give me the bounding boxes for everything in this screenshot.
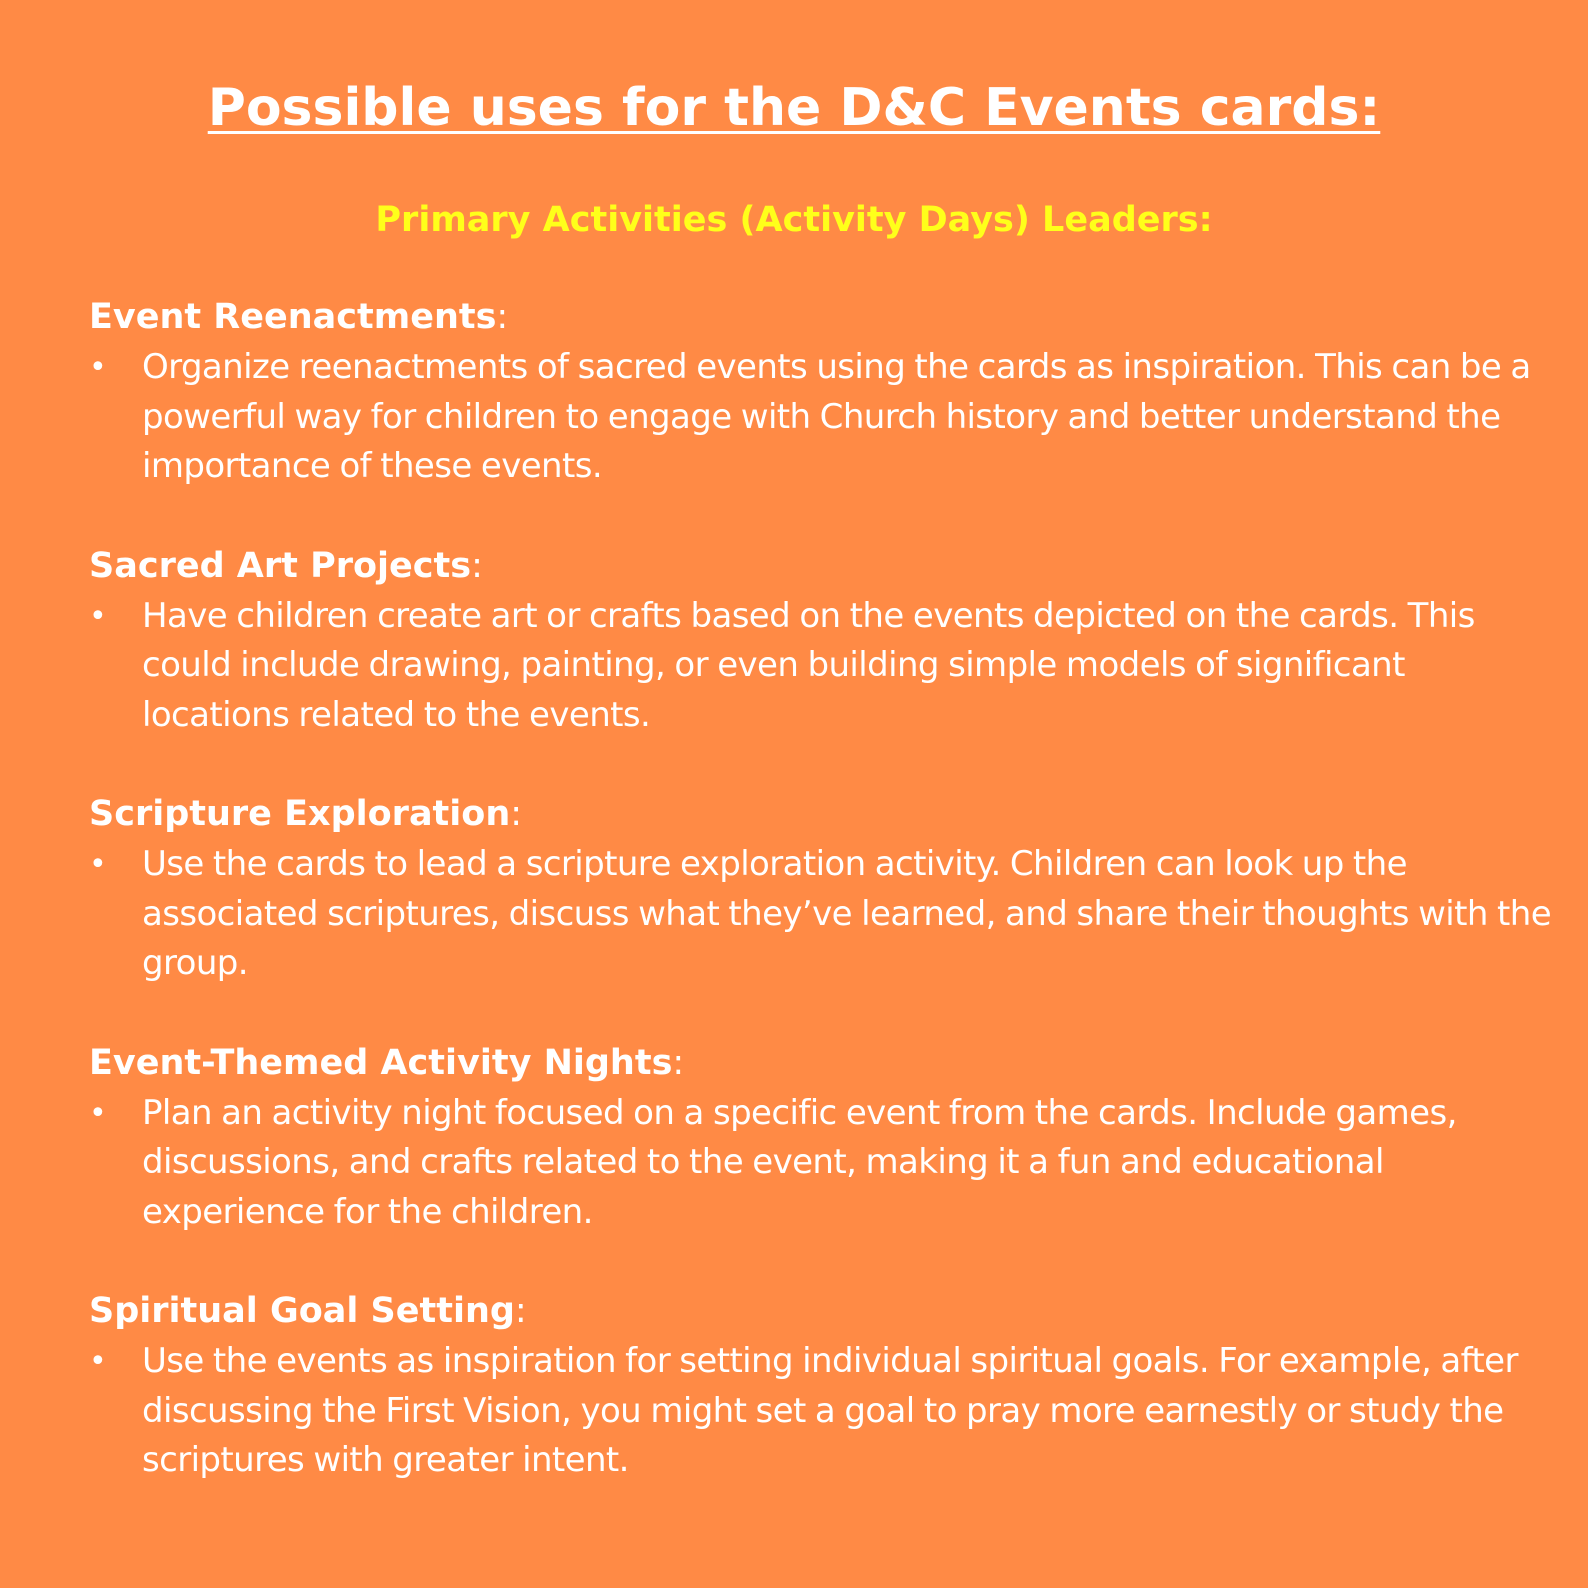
section-heading-colon: : [514, 1291, 527, 1331]
section-heading [89, 1285, 1559, 1337]
section-heading-name: Scripture Exploration [89, 794, 511, 834]
section-heading [89, 291, 1559, 343]
bullet-item [89, 1089, 1559, 1238]
section-heading-name: Spiritual Goal Setting [89, 1291, 515, 1331]
bullet-text: Use the events as inspiration for setting individual spiritual goals. For example, after discussing the First Vision, you might set a goal to pray more earnestly or study the scriptures with greater intent. [142, 1341, 1518, 1480]
section-heading-name: Event Reenactments [89, 297, 497, 337]
bullet-item [89, 1337, 1559, 1486]
section-heading-colon: : [510, 794, 523, 834]
section-event-reenactments [89, 291, 1559, 492]
page-subtitle: Primary Activities (Activity Days) Leaders: [375, 200, 1213, 240]
section-spiritual-goal-setting [89, 1285, 1559, 1486]
bullet-item [89, 840, 1559, 989]
section-heading [89, 1037, 1559, 1089]
section-scripture-exploration [89, 788, 1559, 989]
section-heading-name: Sacred Art Projects [89, 545, 472, 586]
section-event-themed-activity-nights [89, 1037, 1559, 1238]
bullet-text: Organize reenactments of sacred events using the cards as inspiration. This can be a powerful way for children to engage with Church history and better understand the importance of these events. [142, 347, 1531, 486]
bullet-text: Have children create art or crafts based on the events depicted on the cards. This could include drawing, painting, or even building simple models of significant locations related to the events. [142, 595, 1475, 735]
section-heading [89, 788, 1559, 840]
section-sacred-art-projects [89, 540, 1559, 741]
section-heading-colon: : [672, 1042, 685, 1083]
bullet-dot: • [89, 598, 107, 634]
sections-list [89, 291, 1559, 1534]
page-title: Possible uses for the D&C Events cards: [207, 78, 1381, 138]
section-heading [89, 540, 1559, 592]
bullet-text: Use the cards to lead a scripture exploration activity. Children can look up the associated scriptures, discuss what they’ve learned, and share their thoughts with the group. [142, 844, 1552, 983]
bullet-text: Plan an activity night focused on a specific event from the cards. Include games, discussions, and crafts related to the event, making it a fun and educational experience for the children. [142, 1092, 1457, 1232]
section-heading-name: Event-Themed Activity Nights [89, 1042, 673, 1083]
bullet-item [89, 592, 1559, 741]
bullet-dot: • [89, 350, 107, 385]
bullet-item [89, 343, 1559, 492]
section-heading-colon: : [496, 297, 509, 337]
bullet-dot: • [89, 847, 107, 882]
bullet-dot: • [89, 1095, 107, 1131]
section-heading-colon: : [471, 545, 483, 586]
bullet-dot: • [89, 1344, 107, 1379]
